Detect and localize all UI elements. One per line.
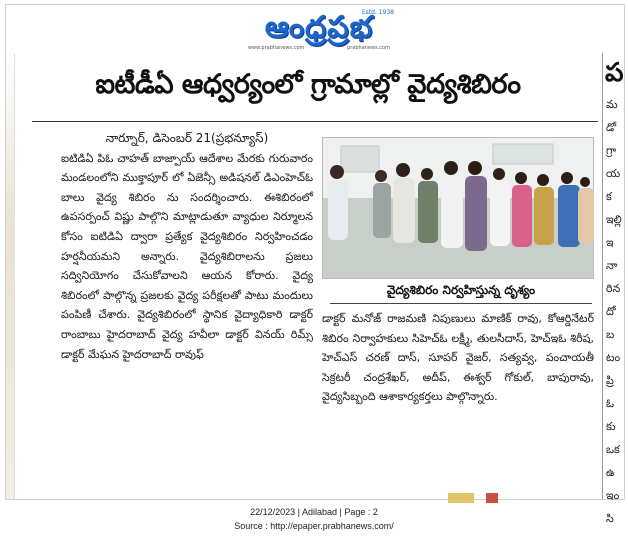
adjacent-text-fragment: టం — [606, 351, 621, 364]
dateline: నార్నూర్, డిసెంబర్ 21(ప్రభన్యూస్) — [105, 131, 269, 145]
article-body-left — [61, 129, 313, 364]
article-headline: ఐటీడీఏ ఆధ్వర్యంలో గ్రామాల్లో వైద్యశిబిరం — [95, 69, 521, 100]
footer-date-edition: 22/12/2023 | Adilabad | Page : 2 — [250, 507, 378, 517]
footer-source: Source : http://epaper.prabhanews.com/ — [234, 521, 394, 531]
article — [16, 57, 600, 497]
photo-caption: వైద్యశిబిరం నిర్వహిస్తున్న దృశ్యం — [386, 283, 536, 297]
article-photo — [322, 137, 594, 279]
adjacent-text-fragment: కు — [606, 420, 616, 433]
body-paragraph-left: ఐటిడిఏ పిఓ చాహత్ బాజ్పాయ్ ఆదేశాల మేరకు గురువారం మండలంలోని ముక్తాపూర్ లో ఏజెన్సీ అడిషనల్ డిఎంహెచ్ఓ బాలు వైద్య శిబిరం ను సందర్శించారు. ఈశిబిరంలో ఉపసర్పంచ్ విష్ణు పాల్గొని మాట్లాడుతూ వ్యాధుల నిర్మూలన కోసం ఐటిడిఏ ద్వారా ప్రత్యేక వైద్యశిబిరం నిర్వహించడం హర్షనీయమని అన్నారు. వైద్యశిబిరాలను ప్రజలు సద్వినియోగం చేసుకోవాలని ఆయన కోరారు. వైద్య శిబిరంలో పాల్గొన్న ప్రజలకు వైద్య పరీక్షలతో పాటు మందులు పంపిణీ చేశారు. వైద్యశిబిరంలో స్థానిక వైద్యాధికారి డాక్టర్ రాంబాబు హైదరాబాద్ వైద్య హవీలా డాక్టర్ వినయ్ రిమ్స్ డాక్టర్ మేఘన హైదరాబాద్ రావుఫ్ — [61, 151, 313, 361]
logo-est-label: Estd. 1938 — [361, 9, 394, 16]
photo-illustration — [323, 138, 593, 278]
adjacent-text-fragment: ఇల్లి — [606, 213, 622, 226]
masthead — [242, 9, 396, 53]
logo-url-left: www.prabhanews.com — [248, 45, 305, 51]
adjacent-text-fragment: ప్రి — [606, 374, 614, 387]
adjacent-text-fragment: క — [606, 190, 612, 203]
adjacent-text-fragment: ఇ — [606, 236, 614, 249]
headline-rule — [32, 121, 598, 122]
adjacent-text-fragment: ఒక — [606, 443, 620, 456]
adjacent-text-fragment: డో — [606, 121, 617, 134]
adjacent-text-fragment: ఇం — [606, 489, 620, 502]
adjacent-text-fragment: మ — [606, 98, 618, 111]
adjacent-column-left — [6, 53, 15, 499]
logo-url-right: prabhanews.com — [347, 45, 390, 51]
adjacent-text-fragment: ఉ — [606, 466, 615, 479]
adjacent-text-fragment: బ — [606, 328, 615, 341]
adjacent-text-fragment: దో — [606, 305, 616, 318]
body-paragraph-right: డాక్టర్ మనోజ్ రాజమణి నిపుణులు మాణిక్ రావు, కోఆర్డినేటర్ శిబిరం నిర్వాహకులు సిహెచ్ఓ లక్ష్మీ, తులసీదాస్, హెచ్ఇఓ శిరీష, హెచ్ఎస్ చరణ్ దాస్, సూపర్ వైజర్, సత్యవ్వ, పంచాయతీ సెక్రటరీ చంద్రశేఖర్, అదీప్, ఈశ్వర్ గోకుల్, బాపురావు, వైద్యసిబ్బంది ఆశాకార్యకర్తలు పాల్గొన్నారు. — [322, 312, 594, 404]
adjacent-text-fragment: సి — [606, 512, 614, 525]
page-footer — [0, 505, 628, 533]
adjacent-text-fragment: గ్రా — [606, 144, 617, 157]
adjacent-thumbnail-strip — [446, 491, 506, 503]
adjacent-text-fragment: య — [606, 167, 621, 180]
newspaper-logo: ఆంధ్రప్రభ — [264, 10, 374, 45]
adjacent-text-fragment: రిన — [606, 282, 621, 295]
adjacent-text-fragment: నా — [606, 259, 618, 272]
adjacent-headline-fragment: ప — [605, 58, 624, 88]
article-body-right — [322, 309, 594, 407]
adjacent-text-fragment: ఓ — [606, 397, 615, 410]
caption-rule — [330, 303, 592, 304]
adjacent-column-right — [602, 53, 625, 525]
